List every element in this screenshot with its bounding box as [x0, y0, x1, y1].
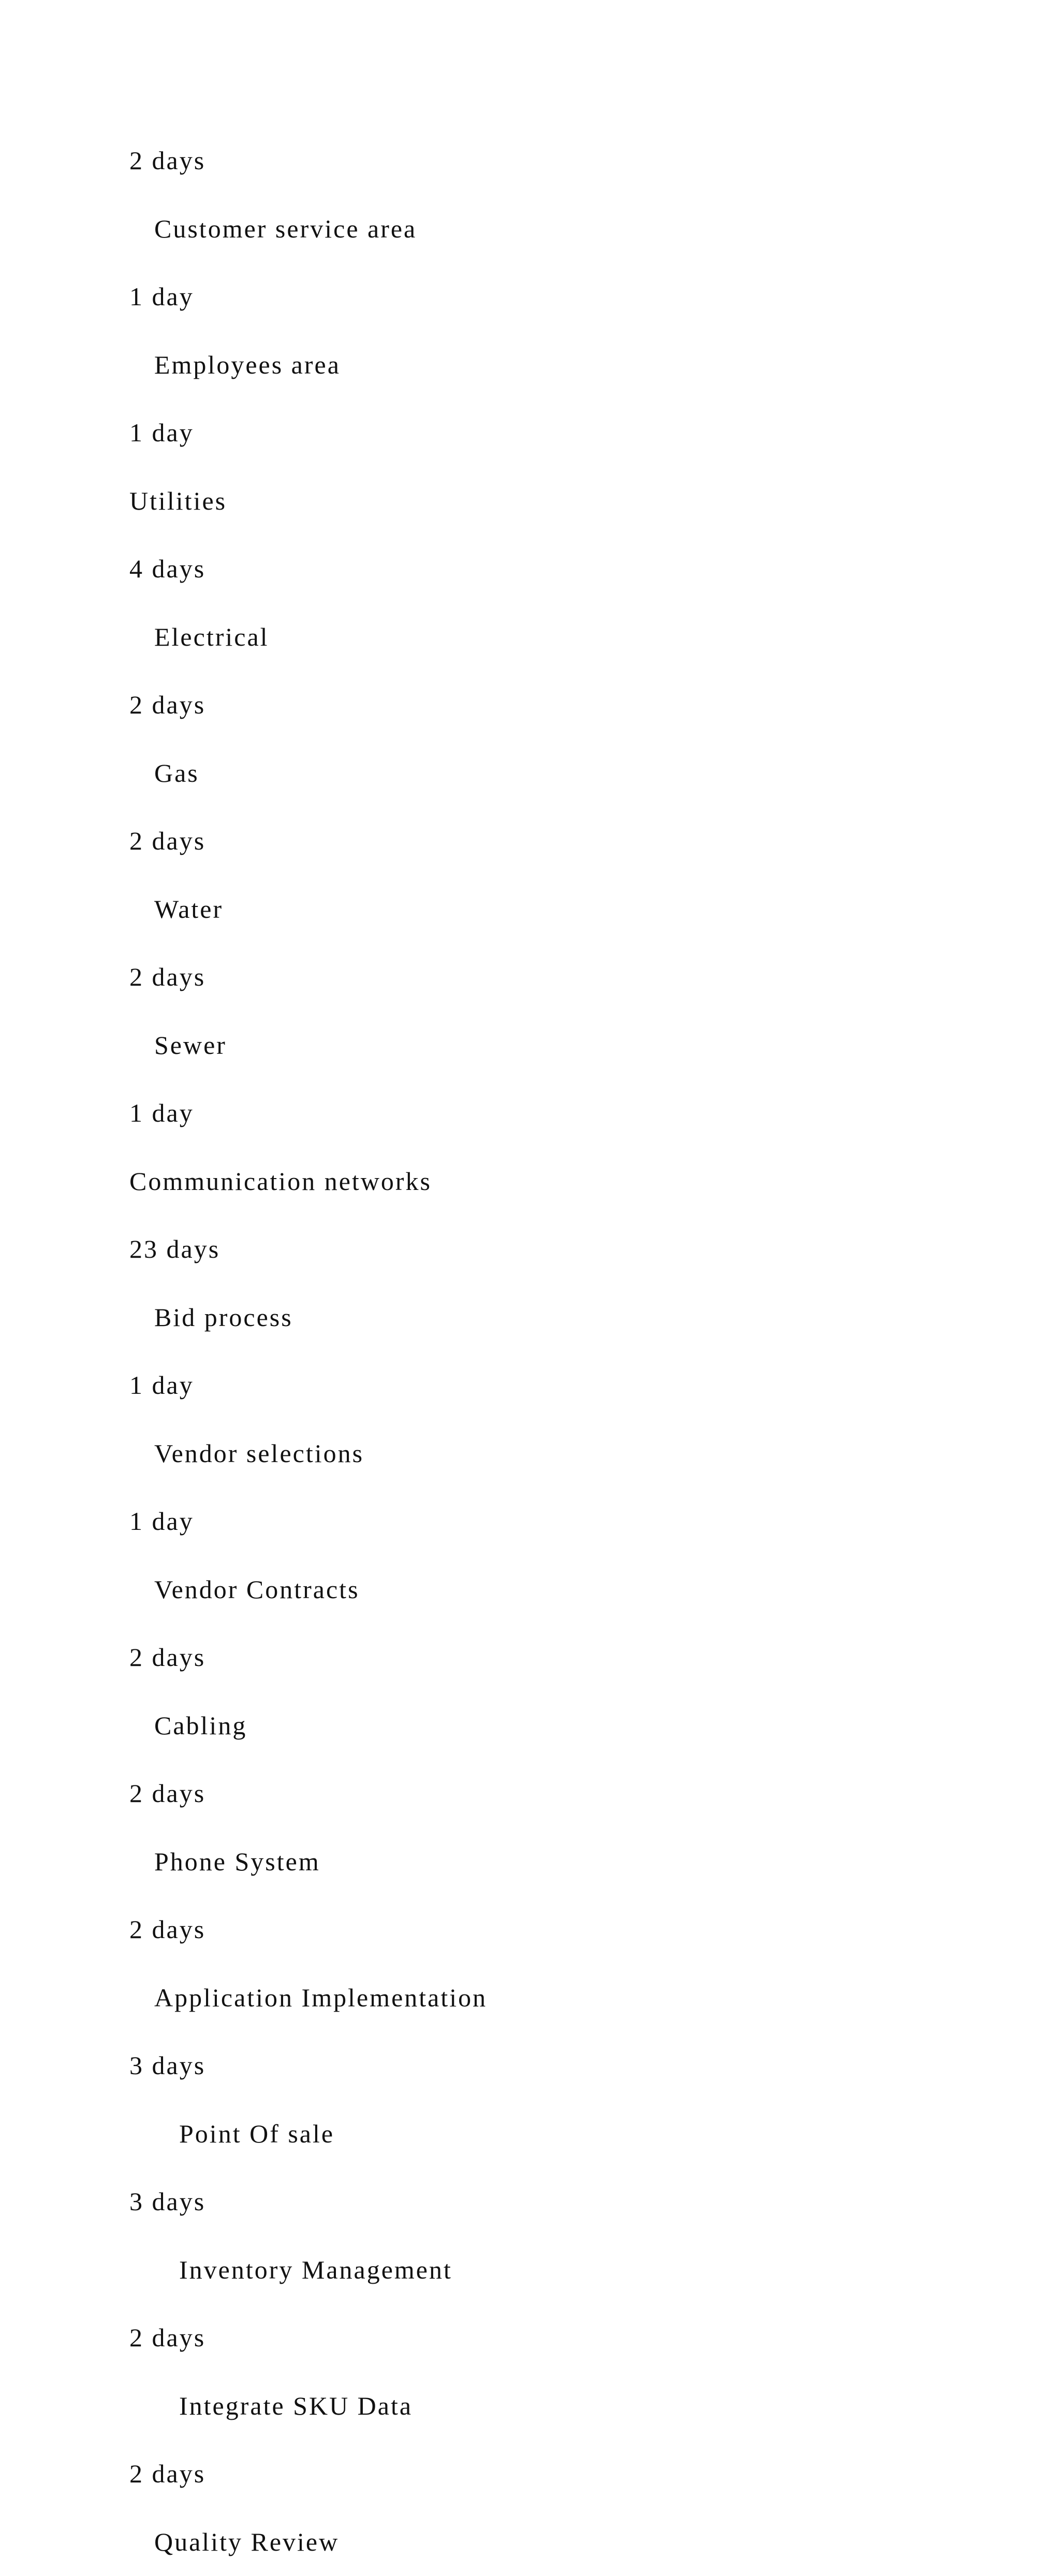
- task-line: Vendor selections: [129, 1420, 1009, 1488]
- task-line: Application Implementation: [129, 1964, 1009, 2032]
- duration-line: 2 days: [129, 2304, 1009, 2372]
- duration-line: 2 days: [129, 2440, 1009, 2508]
- duration-line: 2 days: [129, 943, 1009, 1011]
- task-line: Electrical: [129, 603, 1009, 672]
- duration-line: 1 day: [129, 1351, 1009, 1420]
- task-line: Vendor Contracts: [129, 1556, 1009, 1624]
- task-line: Bid process: [129, 1284, 1009, 1352]
- duration-line: 2 days: [129, 1624, 1009, 1692]
- duration-line: 2 days: [129, 1896, 1009, 1964]
- task-line: Water: [129, 875, 1009, 944]
- duration-line: 1 day: [129, 399, 1009, 467]
- task-line: Employees area: [129, 331, 1009, 399]
- duration-line: 2 days: [129, 807, 1009, 875]
- subtask-line: Point Of sale: [129, 2100, 1009, 2168]
- section-line: Communication networks: [129, 1148, 1009, 1216]
- duration-line: 2 days: [129, 1760, 1009, 1828]
- duration-line: 1 day: [129, 1487, 1009, 1556]
- duration-line: 3 days: [129, 2032, 1009, 2100]
- duration-line: 4 days: [129, 535, 1009, 603]
- duration-line: 2 days: [129, 671, 1009, 739]
- task-duration-list: [129, 127, 1009, 2576]
- task-line: Customer service area: [129, 195, 1009, 263]
- section-line: Utilities: [129, 467, 1009, 535]
- subtask-line: Integrate SKU Data: [129, 2372, 1009, 2440]
- duration-line: 23 days: [129, 1215, 1009, 1284]
- duration-line: 1 day: [129, 1079, 1009, 1148]
- duration-line: 1 day: [129, 263, 1009, 331]
- task-line: Quality Review: [129, 2508, 1009, 2576]
- task-line: Cabling: [129, 1692, 1009, 1760]
- duration-line: 3 days: [129, 2168, 1009, 2236]
- duration-line: 2 days: [129, 127, 1009, 195]
- subtask-line: Inventory Management: [129, 2236, 1009, 2304]
- task-line: Gas: [129, 739, 1009, 808]
- task-line: Phone System: [129, 1828, 1009, 1896]
- task-line: Sewer: [129, 1011, 1009, 1080]
